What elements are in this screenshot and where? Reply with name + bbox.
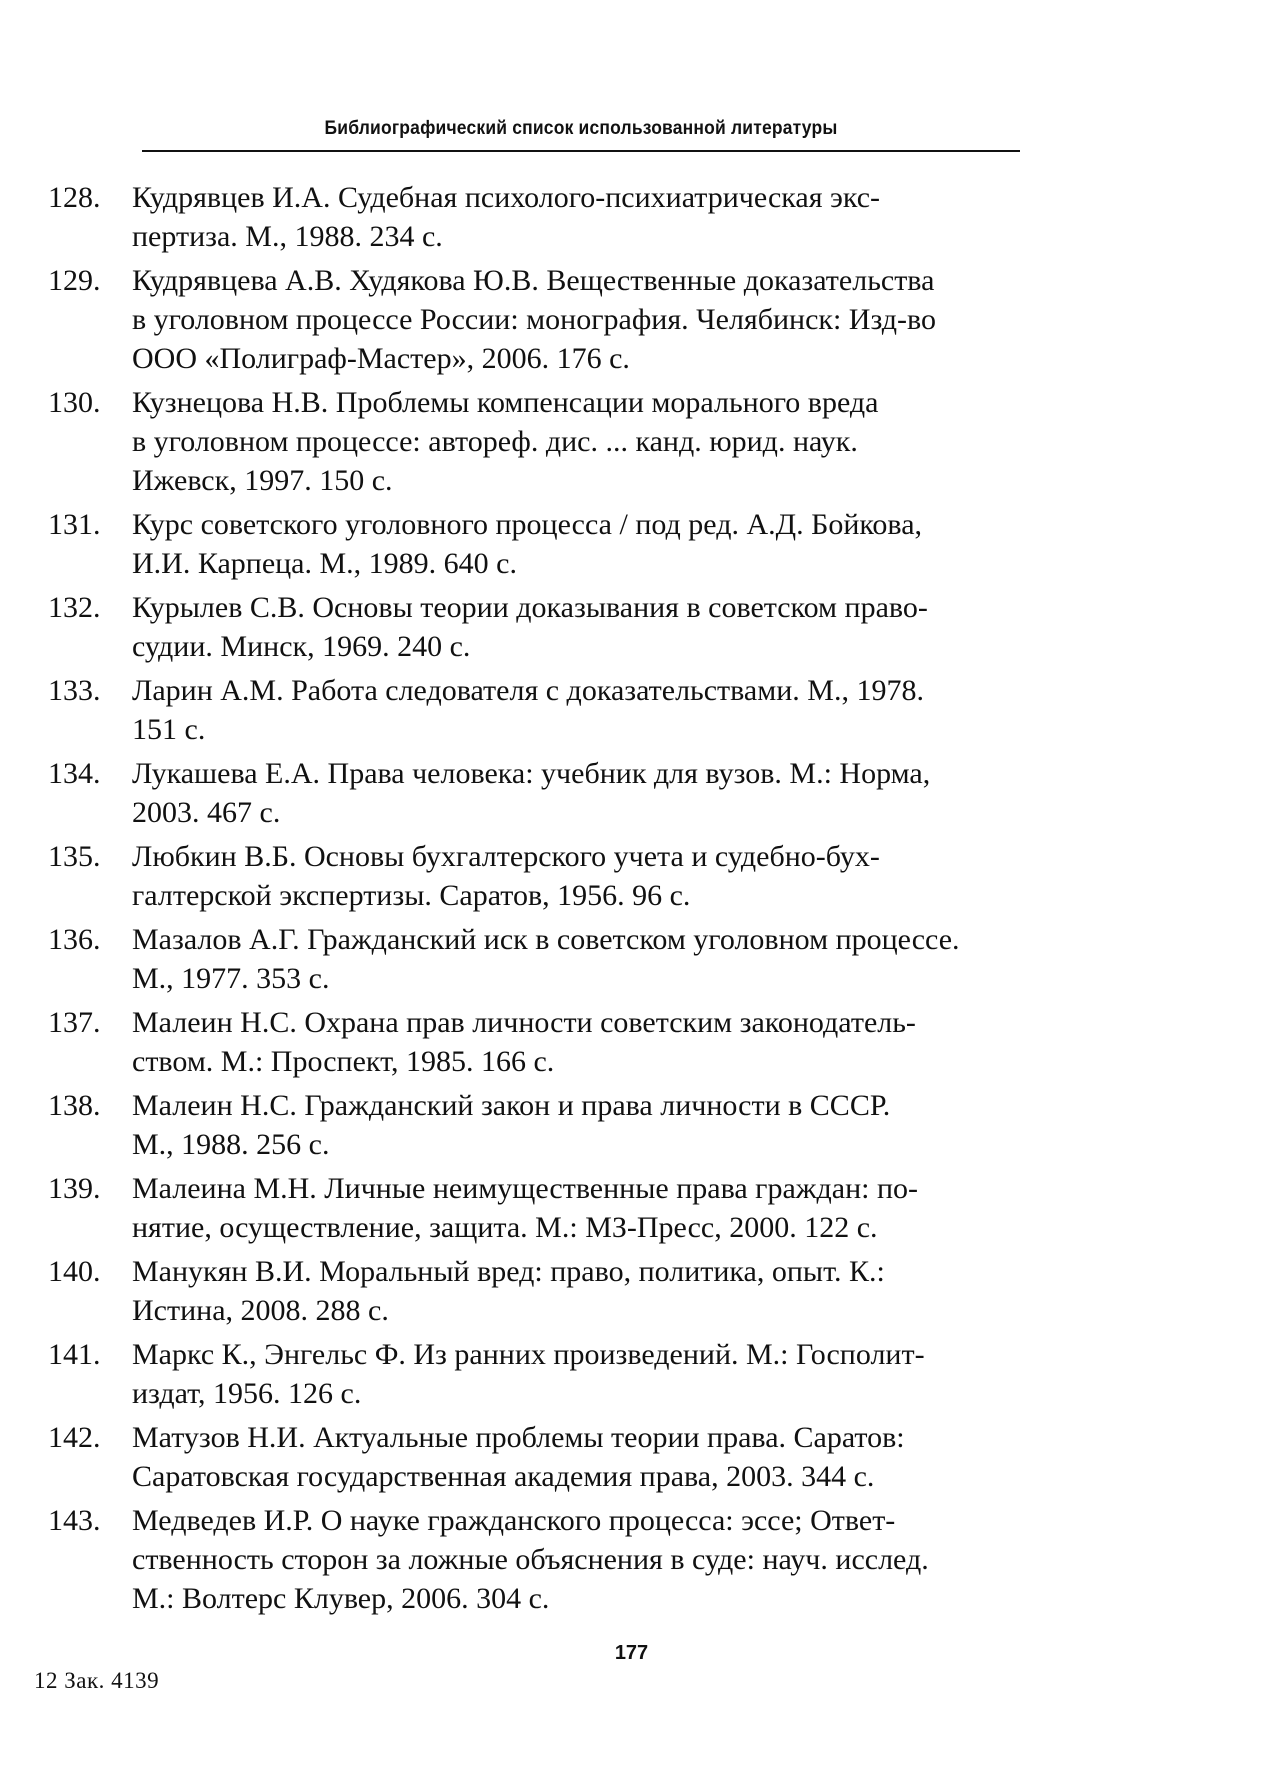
entry-number: 133.: [48, 674, 101, 707]
entry-number: 128.: [48, 181, 101, 214]
bibliography-entry: [48, 1418, 1020, 1496]
bibliography-entry: [48, 1169, 1020, 1247]
bibliography-entry: [48, 920, 1020, 998]
entry-text: Малеин Н.С. Гражданский закон и права личности в СССР. М., 1988. 256 с.: [132, 1089, 891, 1161]
bibliography-entry: [48, 837, 1020, 915]
entry-text: Мазалов А.Г. Гражданский иск в советском уголовном процессе. М., 1977. 353 с.: [132, 923, 960, 995]
entry-text: Кузнецова Н.В. Проблемы компенсации морального вреда в уголовном процессе: автореф. дис. ... канд. юрид. наук. Ижевск, 1997. 150 с.: [132, 386, 879, 497]
entry-number: 131.: [48, 508, 101, 541]
entry-number: 130.: [48, 386, 101, 419]
entry-text: Любкин В.Б. Основы бухгалтерского учета и судебно-бух- галтерской экспертизы. Саратов, 1956. 96 с.: [132, 840, 880, 912]
page-number: 177: [614, 1642, 649, 1664]
entry-text: Курс советского уголовного процесса / под ред. А.Д. Бойкова, И.И. Карпеца. М., 1989. 640 с.: [132, 508, 923, 580]
entry-text: Маркс К., Энгельс Ф. Из ранних произведений. М.: Госполит- издат, 1956. 126 с.: [132, 1338, 925, 1410]
entry-number: 141.: [48, 1338, 101, 1371]
entry-text: Курылев С.В. Основы теории доказывания в советском право- судии. Минск, 1969. 240 с.: [132, 591, 928, 663]
bibliography-entry: [48, 383, 1020, 500]
entry-text: Медведев И.Р. О науке гражданского процесса: эссе; Ответ- ственность сторон за ложные объяснения в суде: науч. исслед. М.: Волтерс Клувер, 2006. 304 с.: [132, 1504, 929, 1615]
entry-text: Малеина М.Н. Личные неимущественные права граждан: по- нятие, осуществление, защита. М.: МЗ-Пресс, 2000. 122 с.: [132, 1172, 919, 1244]
bibliography-list: [48, 178, 1020, 1623]
entry-number: 142.: [48, 1421, 101, 1454]
bibliography-entry: [48, 261, 1020, 378]
entry-text: Малеин Н.С. Охрана прав личности советским законодатель- ством. М.: Проспект, 1985. 166 с.: [132, 1006, 916, 1078]
bibliography-entry: [48, 1252, 1020, 1330]
bibliography-entry: [48, 754, 1020, 832]
entry-text: Кудрявцева А.В. Худякова Ю.В. Вещественные доказательства в уголовном процессе России: монография. Челябинск: Изд-во ООО «Полиграф-Мастер», 2006. 176 с.: [132, 264, 936, 375]
bibliography-entry: [48, 1086, 1020, 1164]
entry-text: Матузов Н.И. Актуальные проблемы теории права. Саратов: Саратовская государственная академия права, 2003. 344 с.: [132, 1421, 905, 1493]
entry-text: Лукашева Е.А. Права человека: учебник для вузов. М.: Норма, 2003. 467 с.: [132, 757, 931, 829]
entry-number: 129.: [48, 264, 101, 297]
printer-signature-mark: 12 Зак. 4139: [34, 1668, 160, 1693]
bibliography-entry: [48, 1501, 1020, 1618]
running-head: Библиографический список использованной литературы: [324, 118, 838, 139]
entry-text: Ларин А.М. Работа следователя с доказательствами. М., 1978. 151 с.: [132, 674, 924, 746]
bibliography-entry: [48, 1003, 1020, 1081]
bibliography-entry: [48, 178, 1020, 256]
entry-number: 135.: [48, 840, 101, 873]
bibliography-entry: [48, 588, 1020, 666]
entry-number: 143.: [48, 1504, 101, 1537]
entry-number: 134.: [48, 757, 101, 790]
bibliography-entry: [48, 1335, 1020, 1413]
header-rule: [142, 150, 1020, 152]
bibliography-entry: [48, 505, 1020, 583]
entry-text: Кудрявцев И.А. Судебная психолого-психиатрическая экс- пертиза. М., 1988. 234 с.: [132, 181, 881, 253]
entry-number: 132.: [48, 591, 101, 624]
entry-number: 136.: [48, 923, 101, 956]
entry-number: 140.: [48, 1255, 101, 1288]
entry-number: 139.: [48, 1172, 101, 1205]
entry-number: 137.: [48, 1006, 101, 1039]
entry-text: Манукян В.И. Моральный вред: право, политика, опыт. К.: Истина, 2008. 288 с.: [132, 1255, 885, 1327]
entry-number: 138.: [48, 1089, 101, 1122]
bibliography-entry: [48, 671, 1020, 749]
